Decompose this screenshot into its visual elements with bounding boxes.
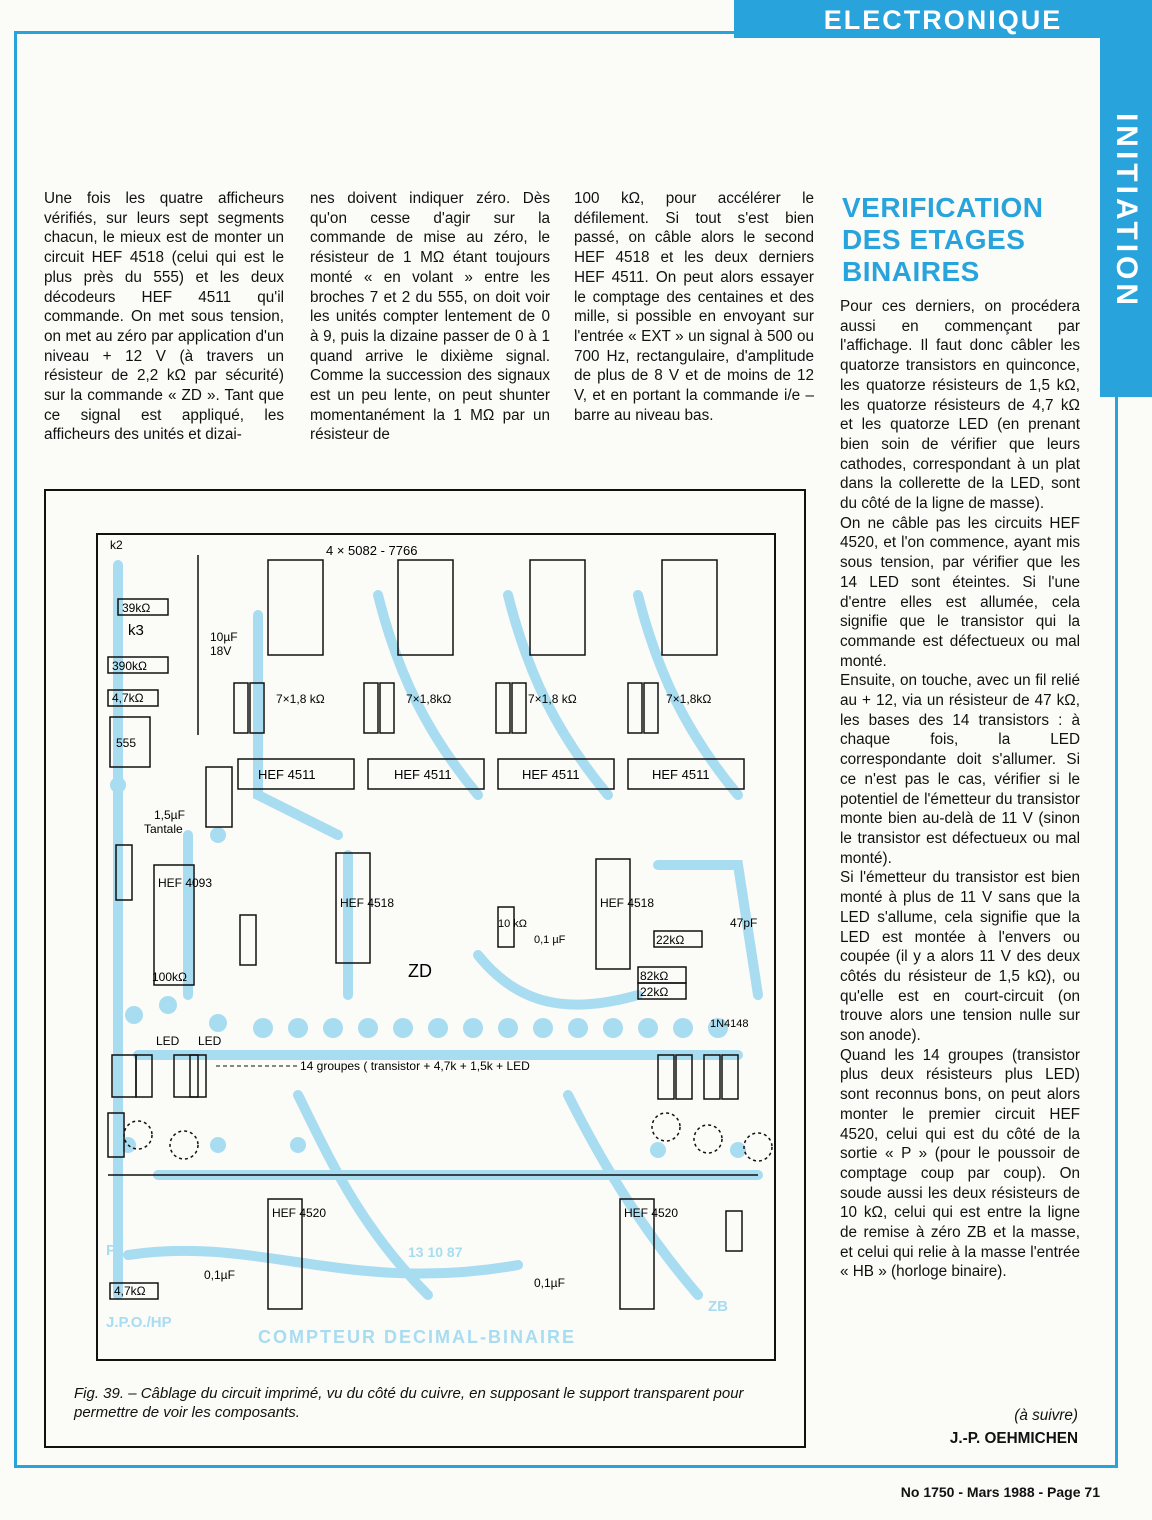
label-1n4148: 1N4148: [710, 1018, 749, 1030]
label-cap15uf: 1,5µF: [154, 808, 185, 822]
column-1-text: Une fois les quatre afficheurs vérifiés, sur leurs sept segments chacun, le mieux est de monter un circuit HEF 4518 (celui qui est le plus près du 555) et les deux décodeurs HEF 4511 qu'il commande. On met sous tension, on met au zéro par application d'un niveau + 12 V (à travers un résisteur de 2,2 kΩ par sécurité) sur la commande « ZD ». Tant que ce signal est appliqué, les afficheurs des unités et dizai-: [44, 190, 284, 444]
label-cap18v: 18V: [210, 644, 232, 658]
label-groups: 14 groupes ( transistor + 4,7k + 1,5k + LED: [300, 1059, 530, 1073]
column-2-text: nes doivent indiquer zéro. Dès qu'on cesse d'agir sur la commande de mise au zéro, le résisteur de 1 MΩ étant toujours monté « en volant » entre les broches 7 et 2 du 555, on doit voir les unités compter lentement de 0 à 9, puis la dizaine passer de 0 à 1 quand arrive le dixième signal. Comme la succession des signaux est un peu lente, on peut shunter momentanément la 1 MΩ par un résisteur de: [310, 190, 550, 444]
copper-traces: [118, 565, 758, 1295]
label-board-title: COMPTEUR DECIMAL-BINAIRE: [258, 1327, 576, 1347]
label-p: P: [106, 1242, 117, 1259]
column-4: [840, 297, 1080, 1282]
vertical-tab: [1100, 25, 1152, 397]
label-k3: k3: [128, 622, 144, 639]
label-r7x18-2: 7×1,8kΩ: [406, 692, 452, 706]
page-footer: No 1750 - Mars 1988 - Page 71: [900, 1484, 1100, 1500]
label-led-1: LED: [156, 1034, 180, 1048]
label-hef4518-2: HEF 4518: [600, 896, 655, 910]
label-pin-numbers: 13 10 87: [408, 1244, 463, 1260]
column-1: [44, 189, 284, 445]
label-displays: 4 × 5082 - 7766: [326, 543, 418, 558]
label-hef4511-1: HEF 4511: [258, 767, 316, 782]
label-zb: ZB: [708, 1298, 728, 1315]
label-cap01uf: 0,1 µF: [534, 934, 566, 946]
label-hef4520-1: HEF 4520: [272, 1206, 327, 1220]
label-555: 555: [116, 736, 137, 750]
column-4-p1: Pour ces derniers, on procédera aussi en commençant par l'affichage. Il faut donc câbler les quatorze transistors en quinconce, les quatorze résisteurs de 1,5 kΩ, les quatorze résisteurs de 4,7 kΩ et les quatorze LED (en prenant bien soin de vérifier que leurs cathodes, correspondant à un plat dans la collerette de la LED, sont du côté de la ligne de masse).: [840, 298, 1080, 513]
label-r82k: 82kΩ: [640, 969, 669, 983]
label-zd: ZD: [408, 961, 432, 981]
label-r47k-b: 4,7kΩ: [114, 1284, 146, 1298]
vertical-tab-label: INITIATION: [1110, 112, 1143, 310]
label-cap47pf: 47pF: [730, 916, 758, 930]
page-border-top: [14, 31, 734, 34]
figure-caption: Fig. 39. – Câblage du circuit imprimé, vu du côté du cuivre, en supposant le support transparent pour permettre de voir les composants.: [74, 1385, 744, 1421]
label-r22k-b: 22kΩ: [640, 985, 669, 999]
section-heading: VERIFICATION DES ETAGES BINAIRES: [842, 192, 1044, 287]
label-r39k: 39kΩ: [122, 601, 151, 615]
column-4-p5: Quand les 14 groupes (transistor plus deux résisteurs plus LED) sont reconnus bons, on peut alors monter le premier circuit HEF 4520, celui qui est du côté de la sortie « P » (pour le poussoir de comptage coup par coup). On soude aussi les deux résisteurs de 10 kΩ, celui qui est entre la ligne de remise à zéro ZB et la masse, et celui qui relie à la masse l'entrée « HB » (horloge binaire).: [840, 1046, 1080, 1281]
author: J.-P. OEHMICHEN: [949, 1430, 1078, 1447]
label-r390k: 390kΩ: [112, 659, 147, 673]
label-r7x18-1: 7×1,8 kΩ: [276, 692, 325, 706]
label-hef4518-1: HEF 4518: [340, 896, 395, 910]
label-hef4511-3: HEF 4511: [522, 767, 580, 782]
label-r100k: 100kΩ: [152, 970, 187, 984]
pcb-diagram: [96, 533, 776, 1361]
resistor-packs: [234, 683, 658, 733]
column-4-p2: On ne câble pas les circuits HEF 4520, et l'on commence, ayant mis sous tension, par vérifier que les 14 LED sont éteintes. Si l'une d'entre elles est allumée, cela signifie que le transistor qui la commande est défectueux ou mal monté.: [840, 514, 1080, 670]
middle-ics: [270, 853, 702, 999]
label-led-2: LED: [198, 1034, 222, 1048]
pcb-svg: [98, 535, 774, 1359]
label-r22k: 22kΩ: [656, 933, 685, 947]
label-hef4511-2: HEF 4511: [394, 767, 452, 782]
column-2: [310, 189, 550, 445]
column-3: [574, 189, 814, 425]
label-cap01uf-c: 0,1µF: [534, 1276, 565, 1290]
label-cap01uf-b: 0,1µF: [204, 1268, 235, 1282]
label-r7x18-3: 7×1,8 kΩ: [528, 692, 577, 706]
section-tab: ELECTRONIQUE: [734, 0, 1152, 38]
label-r10k: 10 kΩ: [498, 918, 528, 930]
column-4-p4: Si l'émetteur du transistor est bien monté à plus de 11 V sans que la LED s'allume, cela signifie que la LED est montée à l'envers ou coupée (il y a alors 11 V des deux côtés du résisteur de 1,5 kΩ), ou qu'elle est en court-circuit (on trouve alors une tension nulle sur son anode).: [840, 869, 1080, 1045]
label-cap10uf: 10µF: [210, 630, 238, 644]
to-be-continued: (à suivre): [1014, 1407, 1078, 1424]
label-jpo: J.P.O./HP: [106, 1314, 172, 1331]
label-r47k-a: 4,7kΩ: [112, 691, 144, 705]
label-k2: k2: [110, 538, 123, 552]
label-hef4511-4: HEF 4511: [652, 767, 710, 782]
label-hef4093: HEF 4093: [158, 876, 213, 890]
label-r7x18-4: 7×1,8kΩ: [666, 692, 712, 706]
column-4-p3: Ensuite, on touche, avec un fil relié au + 12, via un résisteur de 47 kΩ, les bases des 14 transistors : à chaque fois, la LED correspondante doit s'allumer. Si ce n'est pas le cas, vérifier si le potentiel de l'émetteur du transistor monte bien au-delà de 11 V (sinon le transistor est défectueux ou mal monté).: [840, 672, 1080, 867]
label-hef4520-2: HEF 4520: [624, 1206, 679, 1220]
column-3-text: 100 kΩ, pour accélérer le défilement. Si tout s'est bien passé, on câble alors le second HEF 4518 et les deux derniers HEF 4511. On peut alors essayer le comptage des centaines et des mille, si possible en envoyant sur l'entrée « EXT » un signal à 500 ou 700 Hz, rectangulaire, d'amplitude de plus de 8 V et de moins de 12 V, et en portant la commande i/e – barre au niveau bas.: [574, 190, 814, 424]
label-tantale: Tantale: [144, 822, 183, 836]
